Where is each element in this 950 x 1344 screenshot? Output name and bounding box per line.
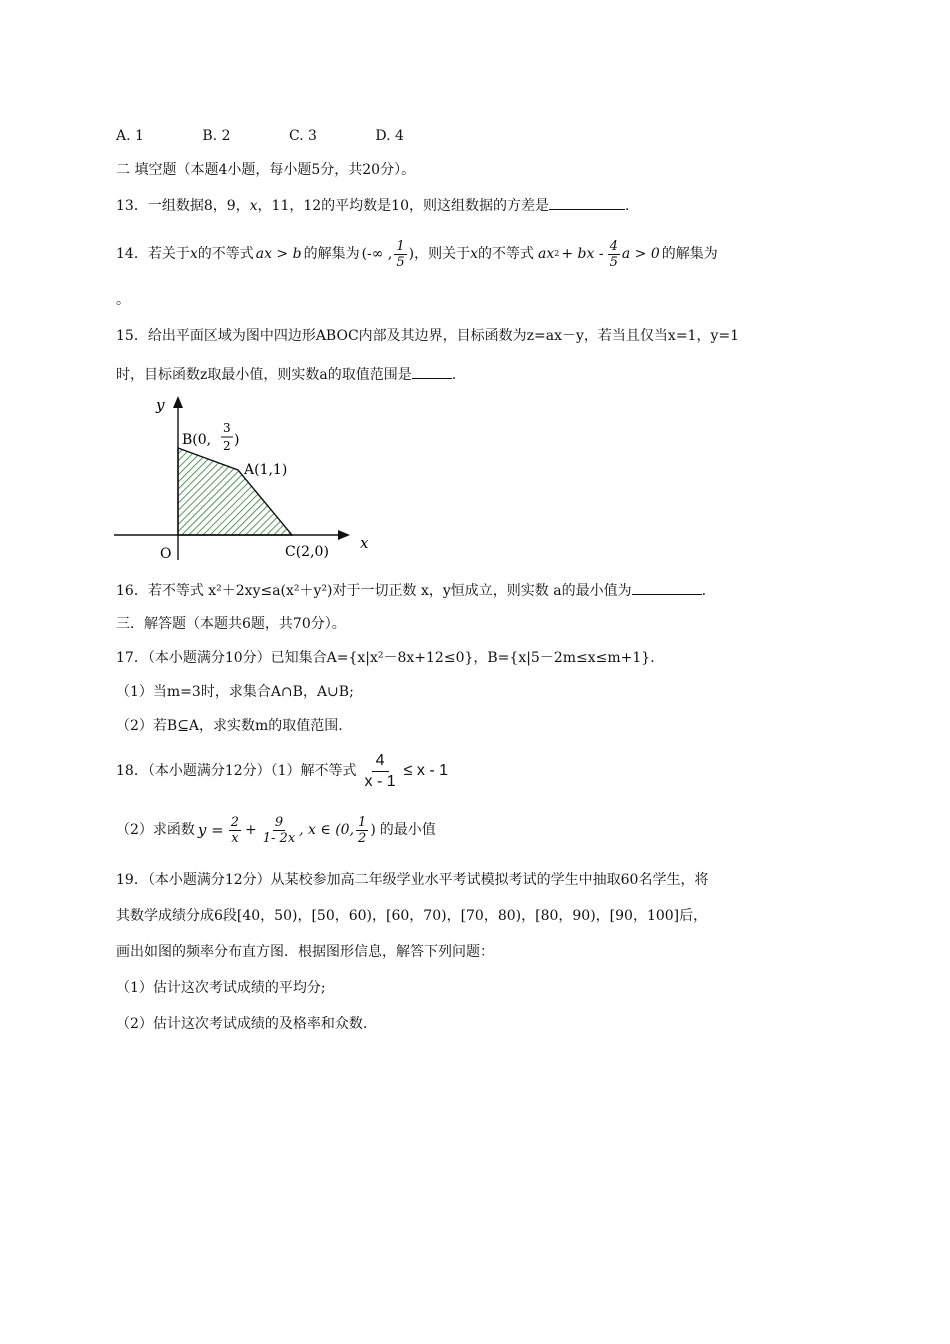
fraction-4-over-x-minus-1: $\frac{4}{x - 1}$ (364, 751, 396, 790)
answer-blank (632, 580, 702, 595)
question-14-tail: 。 (116, 292, 130, 308)
answer-blank (549, 195, 625, 210)
section-2-heading: 二 填空题（本题4小题，每小题5分，共20分）。 (116, 162, 416, 178)
question-15-line-2: 时，目标函数z取最小值，则实数a的取值范围是 . (116, 364, 456, 385)
x-axis-label: x (360, 534, 369, 552)
question-13: 13．一组数据8，9，x，11，12的平均数是10，则这组数据的方差是 . (116, 195, 629, 216)
option-c: C. 3 (288, 128, 317, 144)
y-axis-label: y (156, 396, 165, 414)
question-19-line-2: 其数学成绩分成6段[40，50)，[50，60)，[60，70)，[70，80)，[80，90)，[90，100]后， (116, 908, 708, 924)
question-17-part-1: （1）当m=3时，求集合A∩B，A∪B; (116, 684, 354, 700)
question-19-line-3: 画出如图的频率分布直方图．根据图形信息，解答下列问题： (116, 944, 494, 960)
fraction-one-fifth: $\frac{1}{5}$ (396, 238, 405, 270)
x-axis-arrow-icon (338, 530, 350, 540)
question-18-part-1: 18．（本小题满分12分）（1）解不等式 $\frac{4}{x - 1}$ ≤ x - 1 (116, 751, 449, 790)
option-d: D. 4 (375, 128, 404, 144)
fraction-9-over-1-minus-2x: $\frac{9}{1- 2x}$ (262, 814, 296, 846)
question-19-part-2: （2）估计这次考试成绩的及格率和众数. (116, 1016, 368, 1032)
feasible-region-diagram (112, 392, 382, 572)
y-axis-arrow-icon (173, 396, 183, 408)
option-a: A. 1 (116, 128, 144, 144)
answer-blank (412, 364, 452, 379)
question-14: 14．若关于 x 的不等式 ax > b 的解集为 (-∞ , $\frac{1}{5}$ ) ，则关于 x 的不等式 ax 2 + bx - $\frac{4}{5}$ a > 0 的解集为 (116, 238, 718, 270)
point-b-label-den: 2 (223, 439, 231, 453)
question-19-part-1: （1）估计这次考试成绩的平均分; (116, 980, 326, 996)
question-19-line-1: 19．（本小题满分12分）从某校参加高二年级学业水平考试模拟考试的学生中抽取60名学生，将 (116, 872, 709, 888)
fraction-one-half: $\frac{1}{2}$ (358, 814, 367, 846)
origin-label: O (160, 546, 172, 562)
point-b-label-suffix: ) (234, 432, 240, 448)
point-b-label-prefix: B(0, (182, 432, 212, 448)
answer-options (116, 126, 458, 146)
fraction-2-over-x: $\frac{2}{x}$ (230, 814, 240, 846)
question-18-part-2: （2）求函数 y = $\frac{2}{x}$ + $\frac{9}{1- 2x}$ , x ∈ (0, $\frac{1}{2}$ ) 的最小值 (116, 814, 436, 846)
point-a-label: A(1,1) (244, 462, 288, 478)
point-b-label-num: 3 (223, 421, 231, 435)
question-15-line-1: 15．给出平面区域为图中四边形ABOC内部及其边界，目标函数为z=ax－y，若当且仅当x=1，y=1 (116, 328, 739, 344)
fraction-four-fifths: $\frac{4}{5}$ (609, 238, 618, 270)
option-b: B. 2 (202, 128, 231, 144)
question-17-part-2: （2）若B⊆A，求实数m的取值范围. (116, 718, 343, 734)
question-17-line-1: 17．（本小题满分10分）已知集合A={x|x²－8x+12≤0}，B={x|5－2m≤x≤m+1}. (116, 650, 655, 666)
section-3-heading: 三．解答题（本题共6题，共70分）。 (116, 616, 346, 632)
point-c-label: C(2,0) (285, 544, 329, 560)
question-16: 16．若不等式 x²＋2xy≤a(x²＋y²)对于一切正数 x，y恒成立，则实数 a的最小值为 . (116, 580, 706, 601)
